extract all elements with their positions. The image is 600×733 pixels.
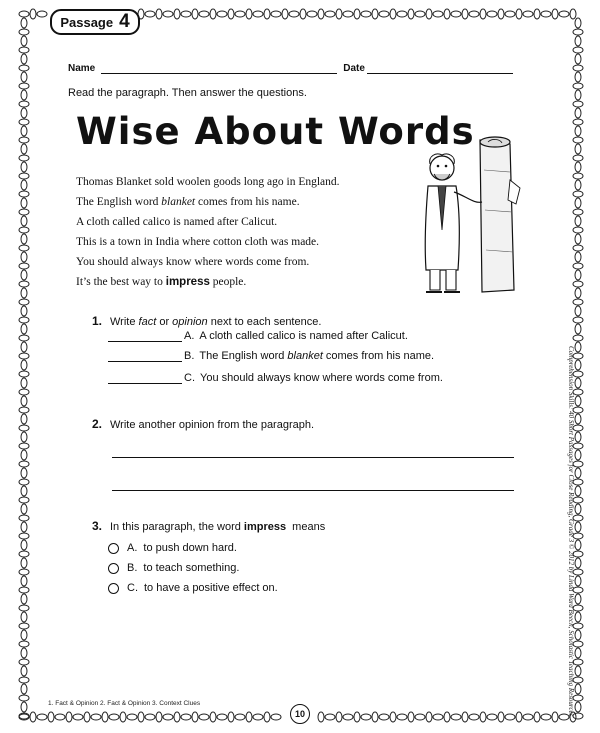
answer-blank[interactable] xyxy=(108,372,182,384)
q1-item-a: A. A cloth called calico is named after Calicut. xyxy=(108,330,408,342)
choice-b[interactable]: B. to teach something. xyxy=(108,562,239,574)
question-2: 2. Write another opinion from the paragraph. xyxy=(92,417,315,431)
answer-blank[interactable] xyxy=(108,330,182,342)
paragraph-line: The English word blanket comes from his name. xyxy=(76,196,300,208)
paragraph-line: It’s the best way to impress people. xyxy=(76,276,247,288)
choice-a[interactable]: A. to push down hard. xyxy=(108,542,237,554)
date-label: Date xyxy=(343,63,365,74)
question-3: 3. In this paragraph, the word impress means xyxy=(92,519,326,533)
paragraph-line: Thomas Blanket sold woolen goods long ago in England. xyxy=(76,176,340,188)
choice-c[interactable]: C. to have a positive effect on. xyxy=(108,582,278,594)
radio-circle-icon[interactable] xyxy=(108,563,119,574)
passage-title: Wise About Words xyxy=(76,110,475,153)
question-number: 1. xyxy=(92,314,103,328)
radio-circle-icon[interactable] xyxy=(108,583,119,594)
question-1: 1. Write fact or opinion next to each sentence. xyxy=(92,314,322,328)
answer-blank[interactable] xyxy=(108,350,182,362)
q1-item-c: C. You should always know where words come from. xyxy=(108,372,443,384)
answer-line-1[interactable] xyxy=(112,457,514,458)
reading-paragraph xyxy=(76,172,406,292)
answer-line-2[interactable] xyxy=(112,490,514,491)
paragraph-line: This is a town in India where cotton cloth was made. xyxy=(76,236,320,248)
instructions: Read the paragraph. Then answer the questions. xyxy=(68,87,307,99)
date-field[interactable] xyxy=(367,61,513,74)
paragraph-line: You should always know where words come from. xyxy=(76,256,310,268)
radio-circle-icon[interactable] xyxy=(108,543,119,554)
name-field[interactable] xyxy=(101,61,337,74)
q1-item-b: B. The English word blanket comes from his name. xyxy=(108,350,434,362)
footer-skills: 1. Fact & Opinion 2. Fact & Opinion 3. Context Clues xyxy=(48,700,201,707)
passage-tab xyxy=(50,9,140,35)
question-number: 3. xyxy=(92,519,103,533)
question-number: 2. xyxy=(92,417,103,431)
page-number: 10 xyxy=(290,704,310,724)
paragraph-line: A cloth called calico is named after Calicut. xyxy=(76,216,278,228)
name-label: Name xyxy=(68,63,96,74)
side-credit: Comprehension Skills: 40 Short Passages for Close Reading, Grade 3 © 2012 by Linda Ward Beech, Scholastic Teaching Resources xyxy=(567,346,575,717)
passage-label: Passage xyxy=(60,14,114,30)
name-date-row xyxy=(68,58,516,74)
man-with-blanket-roll-illustration xyxy=(410,130,530,300)
passage-number: 4 xyxy=(119,11,130,32)
